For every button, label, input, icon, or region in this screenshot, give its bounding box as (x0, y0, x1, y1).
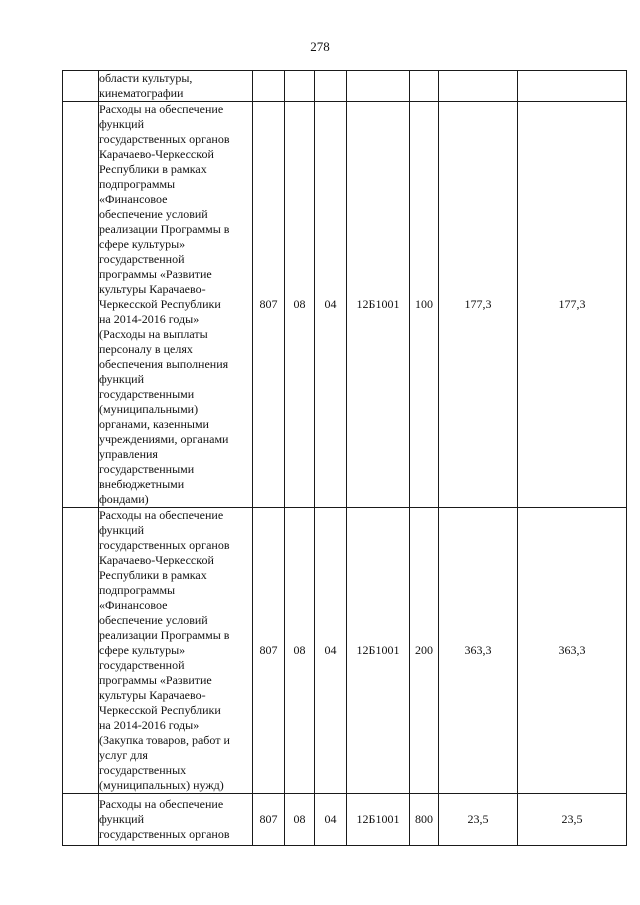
section-code-cell: 08 (285, 508, 315, 794)
description-line: функций (99, 372, 144, 386)
description-line: сфере культуры» (99, 237, 186, 251)
description-line: государственных органов (99, 538, 230, 552)
description-line: государственными (99, 387, 195, 401)
target-code-cell: 12Б1001 (347, 508, 410, 794)
description-line: культуры Карачаево- (99, 282, 206, 296)
description-line: фондами) (99, 492, 149, 506)
description-line: программы «Развитие (99, 673, 212, 687)
description-line: подпрограммы (99, 177, 176, 191)
description-line: на 2014-2016 годы» (99, 312, 200, 326)
target-code-cell (347, 71, 410, 102)
description-line: на 2014-2016 годы» (99, 718, 200, 732)
row-index-cell (63, 794, 99, 846)
amount-cell: 23,5 (439, 794, 518, 846)
description-line: Республики в рамках (99, 568, 207, 582)
description-line: органами, казенными (99, 417, 209, 431)
description-line: учреждениями, органами (99, 432, 229, 446)
description-line: персоналу в целях (99, 342, 193, 356)
table-row (63, 71, 627, 102)
description-line: государственной (99, 252, 185, 266)
description-line: обеспечение условий (99, 207, 208, 221)
subsection-code-cell: 04 (315, 508, 347, 794)
description-line: функций (99, 117, 144, 131)
description-line: внебюджетными (99, 477, 185, 491)
description-cell (99, 71, 253, 102)
description-line: реализации Программы в (99, 628, 230, 642)
description-line: культуры Карачаево- (99, 688, 206, 702)
description-cell (99, 102, 253, 508)
amount-cell (439, 71, 518, 102)
description-line: государственных органов (99, 132, 230, 146)
description-line: программы «Развитие (99, 267, 212, 281)
section-code-cell: 08 (285, 794, 315, 846)
description-line: услуг для (99, 748, 148, 762)
amount-cell: 23,5 (518, 794, 627, 846)
amount-cell: 363,3 (439, 508, 518, 794)
description-cell (99, 508, 253, 794)
subsection-code-cell: 04 (315, 102, 347, 508)
row-index-cell (63, 71, 99, 102)
description-line: «Финансовое (99, 598, 168, 612)
section-code-cell (285, 71, 315, 102)
description-line: сфере культуры» (99, 643, 186, 657)
description-line: Расходы на обеспечение (99, 102, 224, 116)
amount-cell (518, 71, 627, 102)
target-code-cell: 12Б1001 (347, 102, 410, 508)
description-line: Черкесской Республики (99, 703, 221, 717)
amount-cell: 177,3 (439, 102, 518, 508)
amount-cell: 363,3 (518, 508, 627, 794)
admin-code-cell: 807 (253, 102, 285, 508)
subsection-code-cell (315, 71, 347, 102)
amount-cell: 177,3 (518, 102, 627, 508)
description-cell (99, 794, 253, 846)
description-line: Расходы на обеспечение (99, 508, 224, 522)
description-line: (Расходы на выплаты (99, 327, 208, 341)
description-line: функций (99, 523, 144, 537)
description-line: «Финансовое (99, 192, 168, 206)
row-index-cell (63, 102, 99, 508)
description-line: функций (99, 812, 144, 826)
admin-code-cell: 807 (253, 508, 285, 794)
description-line: государственных (99, 763, 187, 777)
description-line: области культуры, (99, 71, 193, 85)
description-line: государственными (99, 462, 195, 476)
expense-type-cell (410, 71, 439, 102)
expense-type-cell: 200 (410, 508, 439, 794)
table-row (63, 794, 627, 846)
admin-code-cell: 807 (253, 794, 285, 846)
description-line: государственных органов (99, 827, 230, 841)
table-row (63, 508, 627, 794)
expense-type-cell: 100 (410, 102, 439, 508)
admin-code-cell (253, 71, 285, 102)
description-line: управления (99, 447, 158, 461)
table-row (63, 102, 627, 508)
description-line: Карачаево-Черкесской (99, 147, 214, 161)
description-line: обеспечение условий (99, 613, 208, 627)
description-line: реализации Программы в (99, 222, 230, 236)
description-line: государственной (99, 658, 185, 672)
description-line: (муниципальными) (99, 402, 199, 416)
description-line: Расходы на обеспечение (99, 797, 224, 811)
description-line: обеспечения выполнения (99, 357, 229, 371)
description-line: подпрограммы (99, 583, 176, 597)
description-line: Черкесской Республики (99, 297, 221, 311)
expense-type-cell: 800 (410, 794, 439, 846)
description-line: (Закупка товаров, работ и (99, 733, 230, 747)
section-code-cell: 08 (285, 102, 315, 508)
description-line: кинематографии (99, 86, 184, 100)
subsection-code-cell: 04 (315, 794, 347, 846)
page-number: 278 (310, 39, 330, 54)
description-line: Карачаево-Черкесской (99, 553, 214, 567)
description-line: (муниципальных) нужд) (99, 778, 224, 792)
description-line: Республики в рамках (99, 162, 207, 176)
budget-table (62, 70, 627, 846)
row-index-cell (63, 508, 99, 794)
target-code-cell: 12Б1001 (347, 794, 410, 846)
